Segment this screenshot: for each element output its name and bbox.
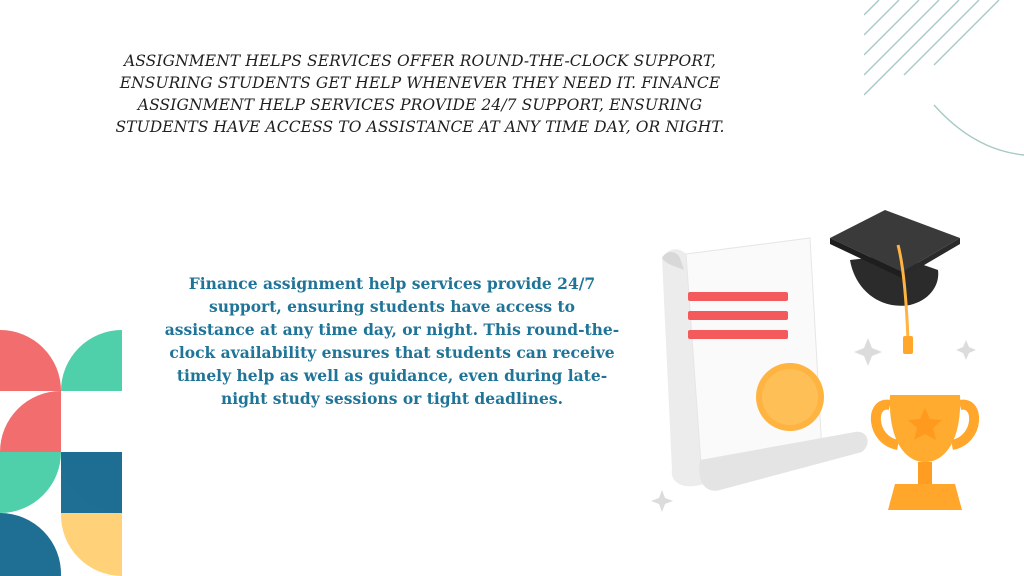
graduation-cap-icon xyxy=(830,210,960,354)
decorative-mosaic xyxy=(0,330,122,576)
page-heading: ASSIGNMENT HELPS SERVICES OFFER ROUND-THE-CLOCK SUPPORT, ENSURING STUDENTS GET HELP WHENEVER THEY NEED IT. FINANCE ASSIGNMENT HELP SERVICES PROVIDE 24/7 SUPPORT, ENSURING STUDENTS HAVE ACCESS TO ASSISTANCE AT ANY TIME DAY, OR NIGHT. xyxy=(115,52,725,136)
mosaic-quarter-coral-2 xyxy=(0,391,61,452)
mosaic-quarter-navy xyxy=(0,513,61,576)
mosaic-quarter-coral-1 xyxy=(0,330,61,391)
mosaic-quarter-yellow xyxy=(61,513,122,576)
mosaic-quarter-mint-2 xyxy=(0,452,61,513)
diploma-scroll-icon xyxy=(662,238,868,491)
decorative-lines xyxy=(864,0,1024,160)
trophy-icon xyxy=(876,395,974,510)
mosaic-quarter-mint-1 xyxy=(61,330,122,391)
sparkle-icon xyxy=(651,490,673,512)
sparkle-icon xyxy=(854,338,882,366)
sparkle-icon xyxy=(956,340,976,360)
education-illustration xyxy=(640,200,1024,530)
body-paragraph: Finance assignment help services provide 24/7 support, ensuring students have access to assistance at any time day, or night. This round-the-clock availability ensures that students can receive timely help as well as guidance, even during late-night study sessions or tight deadlines. xyxy=(164,274,620,408)
